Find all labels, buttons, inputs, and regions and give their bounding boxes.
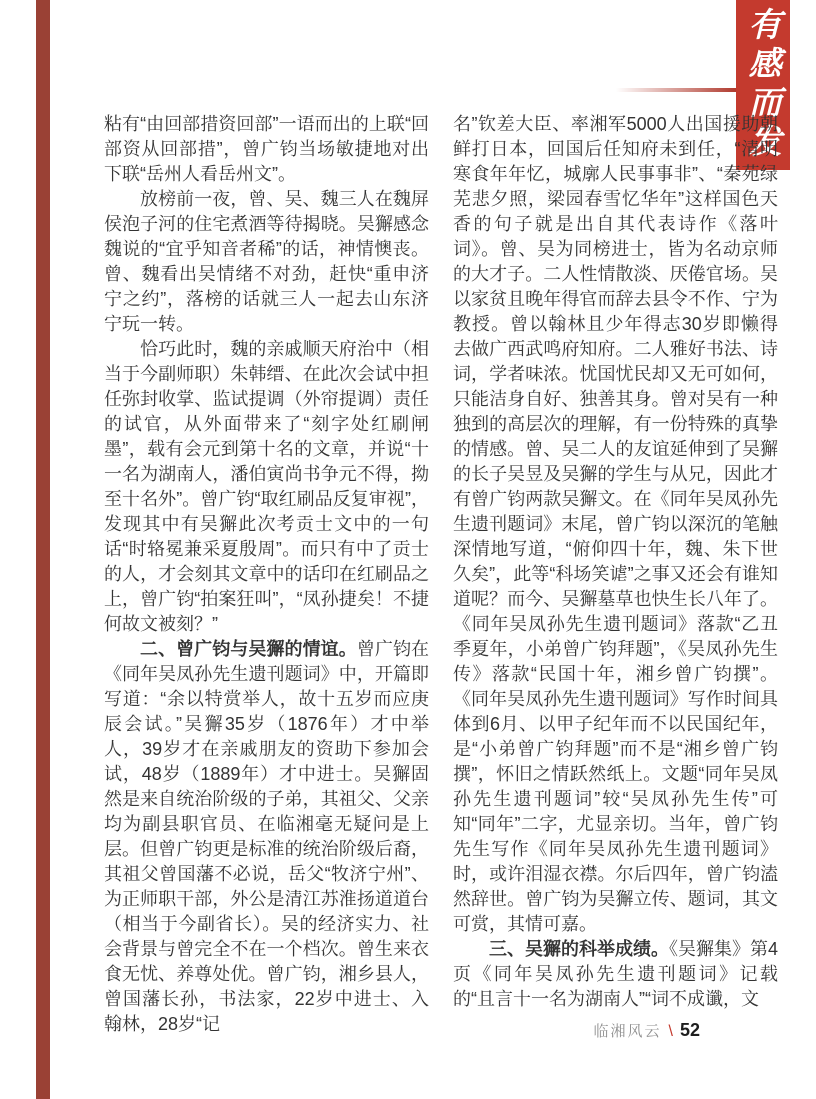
left-red-bar [36, 0, 50, 1099]
article-right-column [453, 112, 778, 1037]
page-number: 52 [679, 1020, 700, 1040]
paragraph [453, 937, 778, 1012]
section-title-vertical: 有感而发 [743, 7, 783, 163]
paragraph-text: 《吴獬集》第4页《同年吴凤孙先生遗刊题词》记载的“且言十一名为湖南人”“词不成谶，文 [453, 939, 779, 1009]
page-footer [594, 1020, 701, 1041]
paragraph-text: 曾广钧在《同年吴凤孙先生遗刊题词》中，开篇即写道：“余以特赏举人，故十五岁而应庚辰会试。”吴獬35岁（1876年）才中举人，39岁才在亲戚朋友的资助下参加会试，48岁（1889年）才中进士。吴獬固然是来自统治阶级的子弟，其祖父、父亲均为副县职官员、在临湘毫无疑问是上层。但曾广钧更是标准的统治阶级后裔，其祖父曾国藩不必说，岳父“牧济宁州”、为正师职干部，外公是清江苏淮扬道道台（相当于今副省长）。吴的经济实力、社会背景与曾完全不在一个档次。曾生来衣食无忧、养尊处优。曾广钧，湘乡县人，曾国藩长孙，书法家，22岁中进士、入翰林，28岁“记 [104, 639, 430, 1034]
banner-accent-line [616, 88, 736, 92]
footer-separator: \ [668, 1023, 673, 1040]
article-left-column [104, 112, 429, 1037]
paragraph: 恰巧此时，魏的亲戚顺天府治中（相当于今副师职）朱韩缙、在此次会试中担任弥封收掌、监试提调（外帘提调）责任的试官，从外面带来了“刻字处红刷闸墨”，载有会元到第十名的文章，并说“十一名为湖南人，潘伯寅尚书争元不得，拗至十名外”。曾广钧“取红刷品反复审视”，发现其中有吴獬此次考贡士文中的一句话“时辂冕兼采夏殷周”。而只有中了贡士的人，才会刻其文章中的话印在红刷品之上，曾广钧“拍案狂叫”，“凤孙捷矣！不捷何故文被刻？” [104, 339, 429, 634]
paragraph: 名”钦差大臣、率湘军5000人出国援助朝鲜打日本，回国后任知府未到任，“清明寒食年年忆，城廓人民事事非”、“秦苑绿芜悲夕照，梁园春雪忆华年”这样国色天香的句子就是出自其代表诗作《落叶词》。曾、吴为同榜进士，皆为名动京师的大才子。二人性情散淡、厌倦官场。吴以家贫且晚年得官而辞去县令不作、宁为教授。曾以翰林且少年得志30岁即懒得去做广西武鸣府知府。二人雅好书法、诗词，学者味浓。忧国忧民却又无可如何，只能洁身自好、独善其身。曾对吴有一种独到的高层次的理解，有一份特殊的真挚的情感。曾、吴二人的友谊延伸到了吴獬的长子吴昱及吴獬的学生与从兄，因此才有曾广钧两款吴獬文。在《同年吴凤孙先生遗刊题词》末尾，曾广钧以深沉的笔触深情地写道，“俯仰四十年，魏、朱下世久矣”，此等“科场笑谑”之事又还会有谁知道呢？而今、吴獬墓草也快生长八年了。《同年吴凤孙先生遗刊题词》落款“乙丑季夏年，小弟曾广钧拜题”，《吴凤孙先生传》落款“民国十年，湘乡曾广钧撰”。《同年吴凤孙先生遗刊题词》写作时间具体到6月、以甲子纪年而不以民国纪年，是“小弟曾广钧拜题”而不是“湘乡曾广钧撰”，怀旧之情跃然纸上。文题“同年吴凤孙先生遗刊题词”较“吴凤孙先生传”可知“同年”二字，尤显亲切。当年，曾广钧先生写作《同年吴凤孙先生遗刊题词》时，或许泪湿衣襟。尔后四年，曾广钧溘然辞世。曾广钧为吴獬立传、题词，其文可赏，其情可嘉。 [453, 114, 778, 934]
section-heading: 二、曾广钧与吴獬的情谊。 [140, 639, 357, 659]
article-body [104, 112, 778, 1037]
paragraph [104, 637, 429, 1037]
paragraph: 放榜前一夜，曾、吴、魏三人在魏屏侯泡子河的住宅煮酒等待揭晓。吴獬感念魏说的“宜乎知音者稀”的话，神情懊丧。曾、魏看出吴情绪不对劲，赶快“重申济宁之约”，落榜的话就三人一起去山东济宁玩一转。 [104, 189, 429, 334]
section-heading: 三、吴獬的科举成绩。 [489, 939, 669, 959]
magazine-name: 临湘风云 [593, 1023, 662, 1040]
paragraph: 粘有“由回部措资回部”一语而出的上联“回部资从回部措”，曾广钧当场敏捷地对出下联“岳州人看岳州文”。 [104, 114, 429, 184]
